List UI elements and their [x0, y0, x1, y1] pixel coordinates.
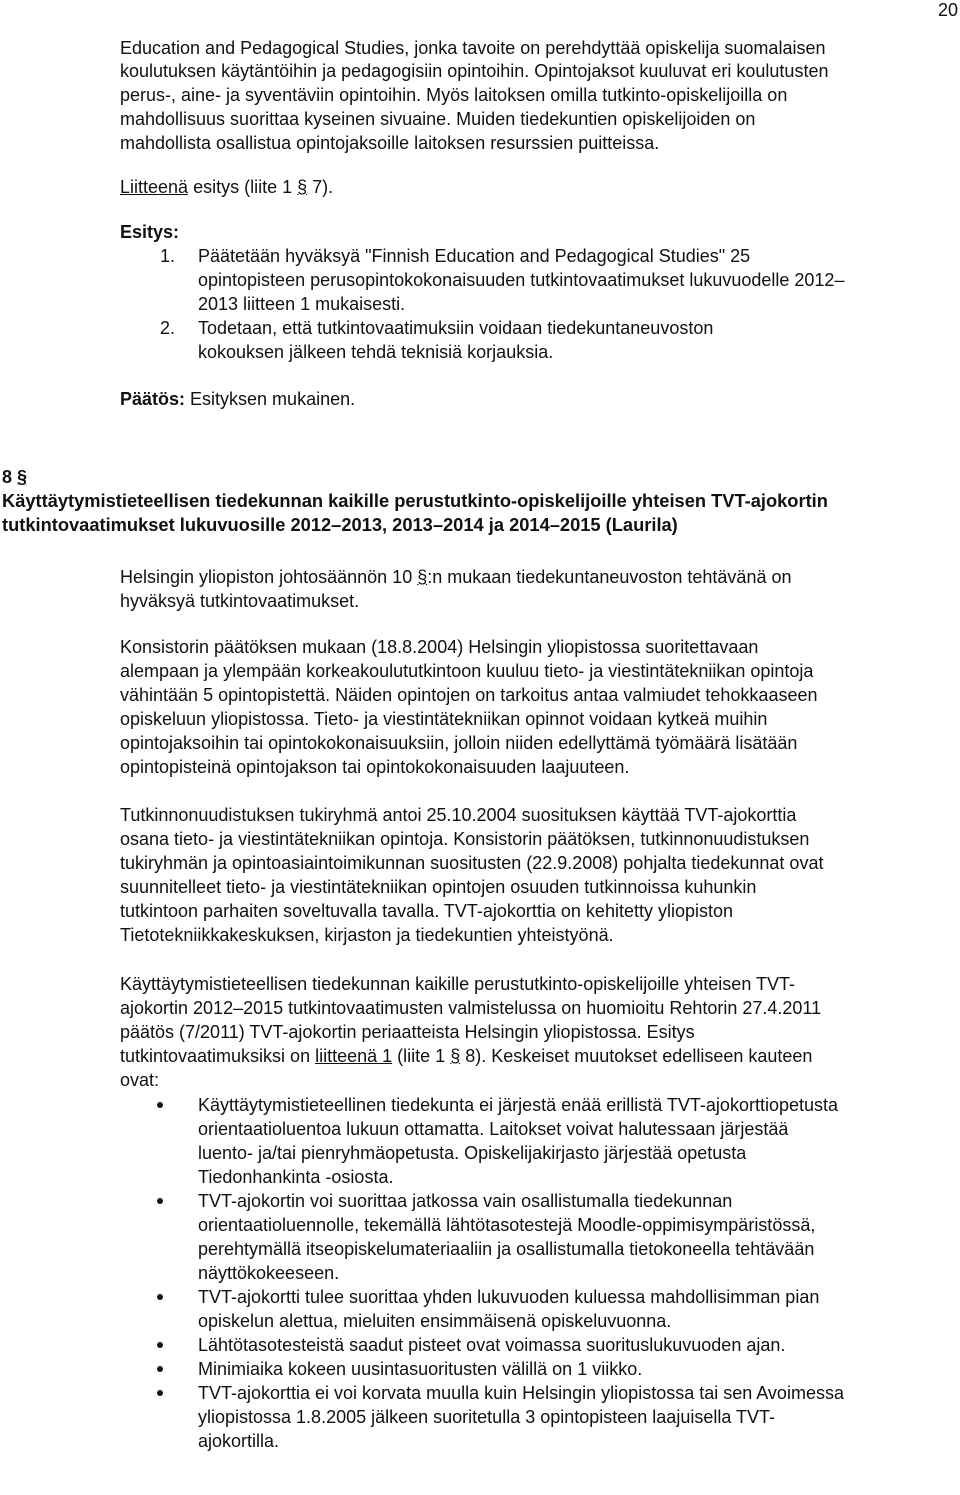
- decision-label: Päätös:: [120, 389, 186, 409]
- bullet-line: orientaatioluentoa lukuun ottamatta. Laitokset voivat halutessaan järjestää: [198, 1119, 789, 1139]
- bullet-line: Tiedonhankinta -osiosta.: [198, 1167, 394, 1187]
- bullet-line: Käyttäytymistieteellinen tiedekunta ei järjestä enää erillistä TVT-ajokorttiopetusta: [198, 1095, 839, 1115]
- attachment-text-end: 7).: [307, 177, 334, 197]
- para4-text: (liite 1: [392, 1046, 451, 1066]
- para4-line: [120, 1044, 812, 1068]
- para1-text: :n mukaan tiedekuntaneuvoston tehtävänä on: [427, 567, 792, 587]
- section-num: 8: [2, 467, 13, 487]
- bullet-line: näyttökokeeseen.: [198, 1263, 340, 1283]
- proposal-item-number: 2.: [160, 318, 176, 338]
- bullet-line: TVT-ajokorttia ei voi korvata muulla kuin Helsingin yliopistossa tai sen Avoimessa: [198, 1383, 844, 1403]
- attachment-link[interactable]: Liitteenä: [120, 177, 189, 197]
- para4-text: 8). Keskeiset muutokset edelliseen kauteen: [460, 1046, 813, 1066]
- intro-line: perus-, aine- ja syventäviin opintoihin. Myös laitoksen omilla tutkinto-opiskelijoilla on: [120, 85, 788, 105]
- para4-line: päätös (7/2011) TVT-ajokortin periaatteista Helsingin yliopistossa. Esitys: [120, 1022, 695, 1042]
- bullet-dot: [157, 1342, 163, 1348]
- proposal-label: Esitys:: [120, 222, 180, 242]
- proposal-item-line: kokouksen jälkeen tehdä teknisiä korjauksia.: [198, 342, 554, 362]
- para3-line: Tutkinnonuudistuksen tukiryhmä antoi 25.10.2004 suosituksen käyttää TVT-ajokorttia: [120, 805, 797, 825]
- para2-line: alempaan ja ylempään korkeakoulututkintoon kuuluu tieto- ja viestintätekniikan opintoja: [120, 661, 814, 681]
- intro-line: mahdollista osallistua opintojaksoille laitoksen resurssien puitteissa.: [120, 133, 660, 153]
- page-number: 20: [937, 0, 958, 20]
- section-symbol: §: [17, 467, 28, 487]
- proposal-item-number: 1.: [160, 246, 176, 266]
- para2-line: opintojaksoihin tai opintokokonaisuuksiin, jolloin niiden edellyttämä työmäärä lisätään: [120, 733, 798, 753]
- bullet-line: Minimiaika kokeen uusintasuoritusten välillä on 1 viikko.: [198, 1359, 643, 1379]
- section-title-line: tutkintovaatimukset lukuvuosille 2012–2013, 2013–2014 ja 2014–2015 (Laurila): [2, 514, 678, 535]
- bullet-dot: [157, 1102, 163, 1108]
- intro-line: mahdollisuus suorittaa kyseinen sivuaine. Muiden tiedekuntien opiskelijoiden on: [120, 109, 756, 129]
- proposal-item-line: opintopisteen perusopintokokonaisuuden tutkintovaatimukset lukuvuodelle 2012–: [198, 270, 845, 290]
- section-symbol: §: [417, 567, 428, 587]
- bullet-line: opiskelun alettua, mieluiten ensimmäisenä opiskeluvuonna.: [198, 1311, 672, 1331]
- para4-line: Käyttäytymistieteellisen tiedekunnan kaikille perustutkinto-opiskelijoille yhteisen TVT-: [120, 974, 795, 994]
- bullet-dot: [157, 1198, 163, 1204]
- section-symbol: §: [297, 177, 308, 197]
- para4-text: tutkintovaatimuksiksi on: [120, 1046, 316, 1066]
- para3-line: osana tieto- ja viestintätekniikan opintoja. Konsistorin päätöksen, tutkinnonuudistuksen: [120, 829, 810, 849]
- bullet-line: perehtymällä itseopiskelumateriaaliin ja osallistumalla tietokoneella tehtävään: [198, 1239, 815, 1259]
- bullet-line: ajokortilla.: [198, 1431, 280, 1451]
- para3-line: tukiryhmän ja opintoasiaintoimikunnan suositusten (22.9.2008) pohjalta tiedekunnat ovat: [120, 853, 824, 873]
- para3-line: Tietotekniikkakeskuksen, kirjaston ja tiedekuntien yhteistyönä.: [120, 925, 614, 945]
- decision-line: [120, 387, 355, 411]
- bullet-line: TVT-ajokortin voi suorittaa jatkossa vain osallistumalla tiedekunnan: [198, 1191, 733, 1211]
- bullet-dot: [157, 1294, 163, 1300]
- section-symbol: §: [450, 1046, 461, 1066]
- section-number: [2, 465, 27, 489]
- bullet-line: yliopistossa 1.8.2005 jälkeen suoritetulla 3 opintopisteen laajuisella TVT-: [198, 1407, 776, 1427]
- attachment-line: [120, 175, 333, 199]
- intro-line: Education and Pedagogical Studies, jonka tavoite on perehdyttää opiskelija suomalaisen: [120, 38, 826, 58]
- para1-text: Helsingin yliopiston johtosäännön 10: [120, 567, 418, 587]
- bullet-line: TVT-ajokortti tulee suorittaa yhden lukuvuoden kuluessa mahdollisimman pian: [198, 1287, 820, 1307]
- bullet-line: luento- ja/tai pienryhmäopetusta. Opiskelijakirjasto järjestää opetusta: [198, 1143, 747, 1163]
- para4-line: ovat:: [120, 1070, 160, 1090]
- intro-line: koulutuksen käytäntöihin ja pedagogisiin opintoihin. Opintojaksot kuuluvat eri koulutusten: [120, 61, 829, 81]
- bullet-dot: [157, 1366, 163, 1372]
- para2-line: opintopisteinä opintojakson tai opintokokonaisuuden laajuuteen.: [120, 757, 630, 777]
- bullet-line: Lähtötasotesteistä saadut pisteet ovat voimassa suorituslukuvuoden ajan.: [198, 1335, 786, 1355]
- para2-line: Konsistorin päätöksen mukaan (18.8.2004) Helsingin yliopistossa suoritettavaan: [120, 637, 759, 657]
- bullet-line: orientaatioluennolle, tekemällä lähtötasotestejä Moodle-oppimisympäristössä,: [198, 1215, 816, 1235]
- para2-line: vähintään 5 opintopistettä. Näiden opintojen on tarkoitus antaa valmiudet tehokkaaseen: [120, 685, 818, 705]
- proposal-item-line: Todetaan, että tutkintovaatimuksiin voidaan tiedekuntaneuvoston: [198, 318, 714, 338]
- section-title-line: Käyttäytymistieteellisen tiedekunnan kaikille perustutkinto-opiskelijoille yhteisen TVT-ajokortin: [2, 490, 828, 511]
- para2-line: opiskeluun yliopistossa. Tieto- ja viestintätekniikan opinnot voidaan kytkeä muihin: [120, 709, 768, 729]
- proposal-item-line: Päätetään hyväksyä "Finnish Education and Pedagogical Studies" 25: [198, 246, 751, 266]
- decision-text: Esityksen mukainen.: [185, 389, 356, 409]
- proposal-item-line: 2013 liitteen 1 mukaisesti.: [198, 294, 406, 314]
- bullet-dot: [157, 1390, 163, 1396]
- para1-line: hyväksyä tutkintovaatimukset.: [120, 591, 360, 611]
- para3-line: suunnitelleet tieto- ja viestintätekniikan opintojen osuuden tutkinnoissa kuhunkin: [120, 877, 757, 897]
- para1-line: [120, 565, 792, 589]
- attachment-text: esitys (liite 1: [188, 177, 298, 197]
- para4-line: ajokortin 2012–2015 tutkintovaatimusten valmistelussa on huomioitu Rehtorin 27.4.2011: [120, 998, 822, 1018]
- attachment-link[interactable]: liitteenä 1: [315, 1046, 393, 1066]
- para3-line: tutkintoon parhaiten soveltuvalla tavalla. TVT-ajokorttia on kehitetty yliopiston: [120, 901, 734, 921]
